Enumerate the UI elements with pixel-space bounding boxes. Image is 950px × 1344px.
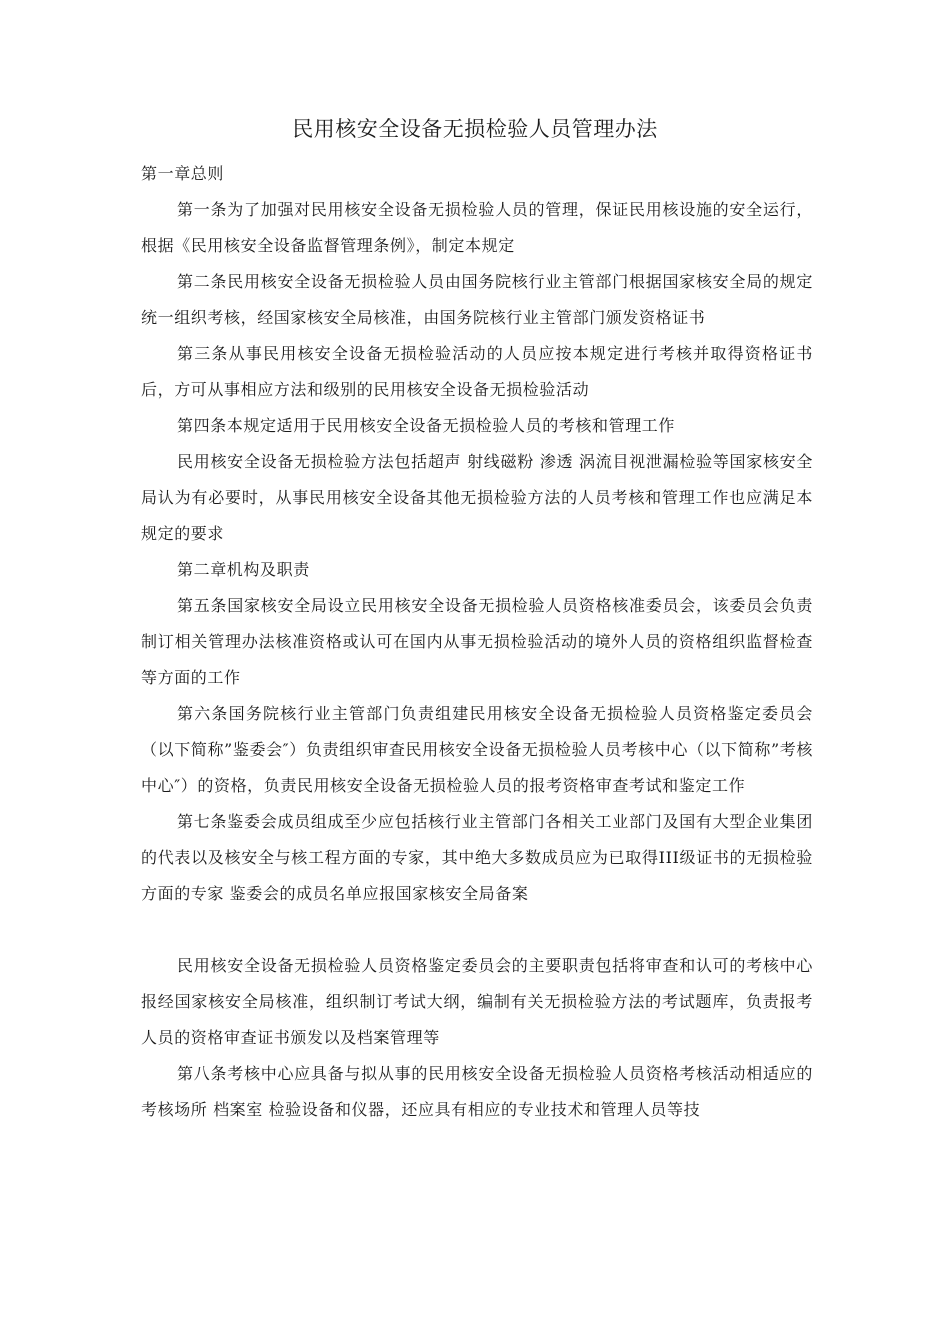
paragraph: 第八条考核中心应具备与拟从事的民用核安全设备无损检验人员资格考核活动相适应的考核场所 档案室 检验设备和仪器，还应具有相应的专业技术和管理人员等技	[141, 1064, 813, 1119]
chapter-heading: 第二章机构及职责	[177, 560, 310, 579]
paragraph: 第二条民用核安全设备无损检验人员由国务院核行业主管部门根据国家核安全局的规定统一组织考核，经国家核安全局核准，由国务院核行业主管部门颁发资格证书	[141, 272, 813, 327]
document-body	[141, 156, 813, 1128]
chapter-heading: 第一章总则	[141, 164, 225, 183]
paragraph: 第一条为了加强对民用核安全设备无损检验人员的管理，保证民用核设施的安全运行，根据《民用核安全设备监督管理条例》，制定本规定	[141, 200, 813, 255]
paragraph: 第三条从事民用核安全设备无损检验活动的人员应按本规定进行考核并取得资格证书后，方可从事相应方法和级别的民用核安全设备无损检验活动	[141, 344, 813, 399]
paragraph: 民用核安全设备无损检验方法包括超声 射线磁粉 渗透 涡流目视泄漏检验等国家核安全局认为有必要时，从事民用核安全设备其他无损检验方法的人员考核和管理工作也应满足本规定的要求	[141, 452, 813, 543]
paragraph: 第七条鉴委会成员组成至少应包括核行业主管部门各相关工业部门及国有大型企业集团的代表以及核安全与核工程方面的专家，其中绝大多数成员应为已取得III级证书的无损检验方面的专家 鉴委会的成员名单应报国家核安全局备案	[141, 812, 813, 903]
paragraph: 第四条本规定适用于民用核安全设备无损检验人员的考核和管理工作	[177, 416, 676, 435]
document-title: 民用核安全设备无损检验人员管理办法	[292, 117, 658, 141]
paragraph: 民用核安全设备无损检验人员资格鉴定委员会的主要职责包括将审查和认可的考核中心报经国家核安全局核准，组织制订考试大纲，编制有关无损检验方法的考试题库，负责报考人员的资格审查证书颁发以及档案管理等	[141, 956, 813, 1047]
paragraph: 第六条国务院核行业主管部门负责组建民用核安全设备无损检验人员资格鉴定委员会（以下简称”鉴委会″）负责组织审查民用核安全设备无损检验人员考核中心（以下简称”考核中心″）的资格，负责民用核安全设备无损检验人员的报考资格审查考试和鉴定工作	[141, 704, 813, 795]
paragraph: 第五条国家核安全局设立民用核安全设备无损检验人员资格核准委员会，该委员会负责制订相关管理办法核准资格或认可在国内从事无损检验活动的境外人员的资格组织监督检查等方面的工作	[141, 596, 813, 687]
